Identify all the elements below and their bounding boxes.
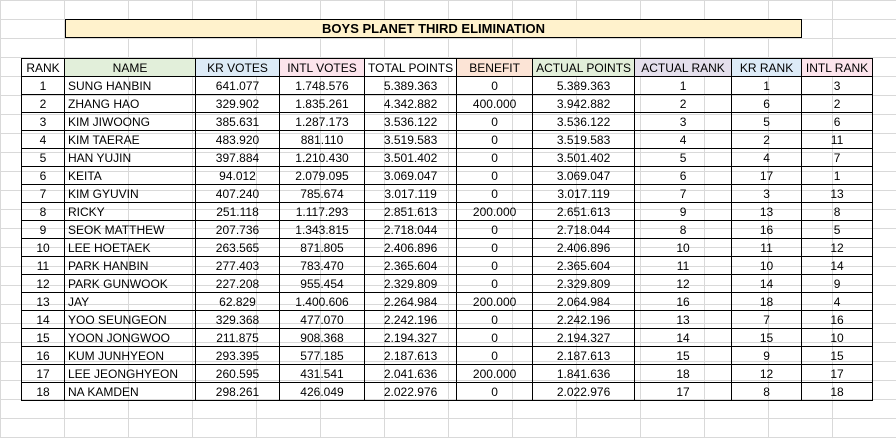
- cell-actual-points[interactable]: 5.389.363: [533, 77, 635, 95]
- cell-name[interactable]: NA KAMDEN: [65, 383, 196, 401]
- header-row: [22, 59, 873, 77]
- cell-kr-votes[interactable]: 227.208: [196, 275, 280, 293]
- cell-actual-points[interactable]: 2.242.196: [533, 311, 635, 329]
- cell-kr-votes[interactable]: 397.884: [196, 149, 280, 167]
- cell-kr-rank[interactable]: 8: [732, 383, 802, 401]
- cell-total-points[interactable]: 2.187.613: [365, 347, 457, 365]
- header-kr-rank[interactable]: KR RANK: [732, 59, 802, 77]
- cell-intl-rank[interactable]: 4: [802, 293, 873, 311]
- table-row: [22, 257, 873, 275]
- cell-benefit[interactable]: 0: [457, 149, 533, 167]
- cell-total-points[interactable]: 2.242.196: [365, 311, 457, 329]
- cell-actual-rank[interactable]: 5: [635, 149, 732, 167]
- cell-kr-votes[interactable]: 207.736: [196, 221, 280, 239]
- cell-actual-points[interactable]: 2.187.613: [533, 347, 635, 365]
- cell-actual-rank[interactable]: 7: [635, 185, 732, 203]
- cell-kr-votes[interactable]: 260.595: [196, 365, 280, 383]
- cell-rank[interactable]: 4: [22, 131, 65, 149]
- cell-actual-rank[interactable]: 1: [635, 77, 732, 95]
- cell-rank[interactable]: 2: [22, 95, 65, 113]
- header-name[interactable]: NAME: [65, 59, 196, 77]
- cell-total-points[interactable]: 2.264.984: [365, 293, 457, 311]
- cell-name[interactable]: PARK HANBIN: [65, 257, 196, 275]
- cell-actual-points[interactable]: 2.329.809: [533, 275, 635, 293]
- cell-rank[interactable]: 3: [22, 113, 65, 131]
- table-row: [22, 113, 873, 131]
- cell-intl-rank[interactable]: 1: [802, 167, 873, 185]
- cell-intl-rank[interactable]: 17: [802, 365, 873, 383]
- cell-benefit[interactable]: 0: [457, 239, 533, 257]
- cell-kr-votes[interactable]: 94.012: [196, 167, 280, 185]
- cell-intl-rank[interactable]: 5: [802, 221, 873, 239]
- cell-kr-rank[interactable]: 18: [732, 293, 802, 311]
- cell-intl-votes[interactable]: 426.049: [280, 383, 365, 401]
- cell-total-points[interactable]: 2.022.976: [365, 383, 457, 401]
- cell-kr-rank[interactable]: 3: [732, 185, 802, 203]
- cell-actual-rank[interactable]: 11: [635, 257, 732, 275]
- cell-actual-points[interactable]: 2.718.044: [533, 221, 635, 239]
- cell-kr-votes[interactable]: 298.261: [196, 383, 280, 401]
- cell-intl-rank[interactable]: 7: [802, 149, 873, 167]
- header-actual-rank[interactable]: ACTUAL RANK: [635, 59, 732, 77]
- cell-total-points[interactable]: 3.069.047: [365, 167, 457, 185]
- header-actual-points[interactable]: ACTUAL POINTS: [533, 59, 635, 77]
- cell-intl-rank[interactable]: 8: [802, 203, 873, 221]
- cell-actual-rank[interactable]: 10: [635, 239, 732, 257]
- cell-actual-rank[interactable]: 13: [635, 311, 732, 329]
- cell-actual-rank[interactable]: 14: [635, 329, 732, 347]
- cell-kr-rank[interactable]: 16: [732, 221, 802, 239]
- cell-intl-votes[interactable]: 1.343.815: [280, 221, 365, 239]
- cell-name[interactable]: LEE JEONGHYEON: [65, 365, 196, 383]
- cell-kr-rank[interactable]: 5: [732, 113, 802, 131]
- table-row: [22, 221, 873, 239]
- cell-actual-rank[interactable]: 18: [635, 365, 732, 383]
- cell-actual-points[interactable]: 2.064.984: [533, 293, 635, 311]
- cell-total-points[interactable]: 2.329.809: [365, 275, 457, 293]
- cell-name[interactable]: KIM GYUVIN: [65, 185, 196, 203]
- cell-total-points[interactable]: 3.536.122: [365, 113, 457, 131]
- table-row: [22, 347, 873, 365]
- cell-name[interactable]: YOO SEUNGEON: [65, 311, 196, 329]
- cell-name[interactable]: KIM JIWOONG: [65, 113, 196, 131]
- cell-kr-rank[interactable]: 4: [732, 149, 802, 167]
- table-row: [22, 329, 873, 347]
- header-intl-rank[interactable]: INTL RANK: [802, 59, 873, 77]
- cell-actual-points[interactable]: 3.017.119: [533, 185, 635, 203]
- cell-actual-points[interactable]: 2.651.613: [533, 203, 635, 221]
- cell-name[interactable]: JAY: [65, 293, 196, 311]
- cell-intl-votes[interactable]: 2.079.095: [280, 167, 365, 185]
- cell-intl-votes[interactable]: 785.674: [280, 185, 365, 203]
- cell-actual-points[interactable]: 3.069.047: [533, 167, 635, 185]
- cell-kr-votes[interactable]: 211.875: [196, 329, 280, 347]
- cell-actual-rank[interactable]: 6: [635, 167, 732, 185]
- cell-actual-rank[interactable]: 8: [635, 221, 732, 239]
- cell-kr-rank[interactable]: 6: [732, 95, 802, 113]
- cell-rank[interactable]: 17: [22, 365, 65, 383]
- cell-benefit[interactable]: 0: [457, 275, 533, 293]
- cell-total-points[interactable]: 2.041.636: [365, 365, 457, 383]
- cell-kr-votes[interactable]: 329.902: [196, 95, 280, 113]
- cell-rank[interactable]: 15: [22, 329, 65, 347]
- table-row: [22, 383, 873, 401]
- cell-kr-rank[interactable]: 14: [732, 275, 802, 293]
- cell-benefit[interactable]: 0: [457, 185, 533, 203]
- cell-name[interactable]: KEITA: [65, 167, 196, 185]
- cell-intl-votes[interactable]: 1.287.173: [280, 113, 365, 131]
- cell-benefit[interactable]: 0: [457, 329, 533, 347]
- cell-intl-votes[interactable]: 1.117.293: [280, 203, 365, 221]
- cell-intl-votes[interactable]: 783.470: [280, 257, 365, 275]
- cell-benefit[interactable]: 0: [457, 167, 533, 185]
- cell-benefit[interactable]: 0: [457, 131, 533, 149]
- cell-intl-rank[interactable]: 2: [802, 95, 873, 113]
- cell-name[interactable]: PARK GUNWOOK: [65, 275, 196, 293]
- cell-actual-points[interactable]: 2.194.327: [533, 329, 635, 347]
- cell-kr-rank[interactable]: 7: [732, 311, 802, 329]
- cell-total-points[interactable]: 3.519.583: [365, 131, 457, 149]
- cell-intl-rank[interactable]: 15: [802, 347, 873, 365]
- cell-kr-rank[interactable]: 17: [732, 167, 802, 185]
- cell-kr-votes[interactable]: 277.403: [196, 257, 280, 275]
- cell-actual-rank[interactable]: 3: [635, 113, 732, 131]
- cell-rank[interactable]: 7: [22, 185, 65, 203]
- cell-benefit[interactable]: 0: [457, 383, 533, 401]
- cell-rank[interactable]: 6: [22, 167, 65, 185]
- cell-actual-points[interactable]: 1.841.636: [533, 365, 635, 383]
- cell-benefit[interactable]: 0: [457, 221, 533, 239]
- cell-name[interactable]: RICKY: [65, 203, 196, 221]
- table-row: [22, 239, 873, 257]
- header-intl-votes[interactable]: INTL VOTES: [280, 59, 365, 77]
- cell-intl-rank[interactable]: 12: [802, 239, 873, 257]
- cell-total-points[interactable]: 2.406.896: [365, 239, 457, 257]
- cell-actual-rank[interactable]: 4: [635, 131, 732, 149]
- cell-name[interactable]: HAN YUJIN: [65, 149, 196, 167]
- cell-kr-rank[interactable]: 12: [732, 365, 802, 383]
- cell-kr-votes[interactable]: 641.077: [196, 77, 280, 95]
- header-rank[interactable]: RANK: [22, 59, 65, 77]
- cell-intl-rank[interactable]: 9: [802, 275, 873, 293]
- cell-kr-votes[interactable]: 407.240: [196, 185, 280, 203]
- table-row: [22, 77, 873, 95]
- cell-actual-points[interactable]: 2.406.896: [533, 239, 635, 257]
- cell-benefit[interactable]: 400.000: [457, 95, 533, 113]
- cell-actual-points[interactable]: 2.365.604: [533, 257, 635, 275]
- cell-actual-points[interactable]: 3.536.122: [533, 113, 635, 131]
- table-row: [22, 167, 873, 185]
- cell-intl-votes[interactable]: 1.748.576: [280, 77, 365, 95]
- cell-kr-rank[interactable]: 13: [732, 203, 802, 221]
- table-body: [22, 77, 873, 401]
- cell-name[interactable]: SEOK MATTHEW: [65, 221, 196, 239]
- cell-actual-rank[interactable]: 17: [635, 383, 732, 401]
- cell-actual-points[interactable]: 3.942.882: [533, 95, 635, 113]
- results-table: [21, 58, 873, 401]
- cell-actual-points[interactable]: 3.501.402: [533, 149, 635, 167]
- cell-rank[interactable]: 1: [22, 77, 65, 95]
- cell-total-points[interactable]: 2.365.604: [365, 257, 457, 275]
- table-row: [22, 311, 873, 329]
- table-row: [22, 203, 873, 221]
- table-row: [22, 95, 873, 113]
- cell-benefit[interactable]: 0: [457, 77, 533, 95]
- cell-intl-votes[interactable]: 908.368: [280, 329, 365, 347]
- cell-actual-rank[interactable]: 2: [635, 95, 732, 113]
- cell-intl-votes[interactable]: 881.110: [280, 131, 365, 149]
- cell-name[interactable]: KUM JUNHYEON: [65, 347, 196, 365]
- cell-intl-votes[interactable]: 955.454: [280, 275, 365, 293]
- cell-kr-rank[interactable]: 15: [732, 329, 802, 347]
- cell-total-points[interactable]: 4.342.882: [365, 95, 457, 113]
- cell-intl-votes[interactable]: 1.835.261: [280, 95, 365, 113]
- cell-actual-points[interactable]: 3.519.583: [533, 131, 635, 149]
- cell-kr-votes[interactable]: 329.368: [196, 311, 280, 329]
- cell-benefit[interactable]: 200.000: [457, 365, 533, 383]
- cell-intl-rank[interactable]: 18: [802, 383, 873, 401]
- cell-intl-votes[interactable]: 1.210.430: [280, 149, 365, 167]
- cell-benefit[interactable]: 200.000: [457, 293, 533, 311]
- cell-rank[interactable]: 8: [22, 203, 65, 221]
- cell-kr-votes[interactable]: 62.829: [196, 293, 280, 311]
- header-total-points[interactable]: TOTAL POINTS: [365, 59, 457, 77]
- cell-total-points[interactable]: 2.194.327: [365, 329, 457, 347]
- cell-kr-votes[interactable]: 251.118: [196, 203, 280, 221]
- cell-rank[interactable]: 18: [22, 383, 65, 401]
- cell-rank[interactable]: 12: [22, 275, 65, 293]
- cell-rank[interactable]: 11: [22, 257, 65, 275]
- cell-intl-votes[interactable]: 577.185: [280, 347, 365, 365]
- header-kr-votes[interactable]: KR VOTES: [196, 59, 280, 77]
- cell-intl-votes[interactable]: 1.400.606: [280, 293, 365, 311]
- cell-name[interactable]: ZHANG HAO: [65, 95, 196, 113]
- cell-kr-rank[interactable]: 10: [732, 257, 802, 275]
- cell-total-points[interactable]: 5.389.363: [365, 77, 457, 95]
- cell-actual-rank[interactable]: 16: [635, 293, 732, 311]
- cell-actual-rank[interactable]: 15: [635, 347, 732, 365]
- cell-intl-rank[interactable]: 10: [802, 329, 873, 347]
- cell-kr-rank[interactable]: 11: [732, 239, 802, 257]
- cell-intl-votes[interactable]: 431.541: [280, 365, 365, 383]
- cell-total-points[interactable]: 3.017.119: [365, 185, 457, 203]
- cell-kr-rank[interactable]: 1: [732, 77, 802, 95]
- cell-intl-rank[interactable]: 13: [802, 185, 873, 203]
- cell-total-points[interactable]: 2.718.044: [365, 221, 457, 239]
- cell-intl-rank[interactable]: 11: [802, 131, 873, 149]
- cell-name[interactable]: LEE HOETAEK: [65, 239, 196, 257]
- cell-rank[interactable]: 9: [22, 221, 65, 239]
- header-benefit[interactable]: BENEFIT: [457, 59, 533, 77]
- cell-benefit[interactable]: 0: [457, 257, 533, 275]
- cell-intl-rank[interactable]: 16: [802, 311, 873, 329]
- table-row: [22, 293, 873, 311]
- cell-kr-rank[interactable]: 9: [732, 347, 802, 365]
- cell-rank[interactable]: 10: [22, 239, 65, 257]
- cell-intl-rank[interactable]: 14: [802, 257, 873, 275]
- table-row: [22, 149, 873, 167]
- cell-rank[interactable]: 16: [22, 347, 65, 365]
- cell-actual-rank[interactable]: 12: [635, 275, 732, 293]
- cell-rank[interactable]: 5: [22, 149, 65, 167]
- cell-kr-votes[interactable]: 263.565: [196, 239, 280, 257]
- table-row: [22, 275, 873, 293]
- cell-rank[interactable]: 14: [22, 311, 65, 329]
- cell-rank[interactable]: 13: [22, 293, 65, 311]
- cell-name[interactable]: SUNG HANBIN: [65, 77, 196, 95]
- cell-benefit[interactable]: 0: [457, 347, 533, 365]
- cell-intl-votes[interactable]: 871.805: [280, 239, 365, 257]
- table-row: [22, 365, 873, 383]
- cell-kr-rank[interactable]: 2: [732, 131, 802, 149]
- cell-name[interactable]: YOON JONGWOO: [65, 329, 196, 347]
- table-row: [22, 131, 873, 149]
- cell-benefit[interactable]: 0: [457, 113, 533, 131]
- cell-kr-votes[interactable]: 385.631: [196, 113, 280, 131]
- cell-benefit[interactable]: 0: [457, 311, 533, 329]
- cell-actual-rank[interactable]: 9: [635, 203, 732, 221]
- table-row: [22, 185, 873, 203]
- cell-kr-votes[interactable]: 293.395: [196, 347, 280, 365]
- cell-name[interactable]: KIM TAERAE: [65, 131, 196, 149]
- cell-intl-votes[interactable]: 477.070: [280, 311, 365, 329]
- cell-intl-rank[interactable]: 6: [802, 113, 873, 131]
- cell-actual-points[interactable]: 2.022.976: [533, 383, 635, 401]
- cell-total-points[interactable]: 3.501.402: [365, 149, 457, 167]
- cell-intl-rank[interactable]: 3: [802, 77, 873, 95]
- cell-total-points[interactable]: 2.851.613: [365, 203, 457, 221]
- sheet-title[interactable]: BOYS PLANET THIRD ELIMINATION: [65, 19, 802, 38]
- cell-benefit[interactable]: 200.000: [457, 203, 533, 221]
- cell-kr-votes[interactable]: 483.920: [196, 131, 280, 149]
